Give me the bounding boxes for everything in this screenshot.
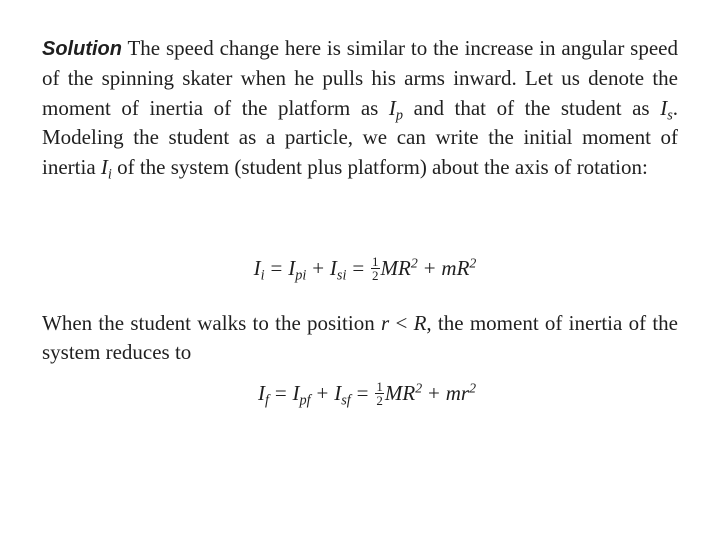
initial-inertia-letter: I	[100, 154, 108, 179]
eq1-term-platform	[288, 256, 307, 284]
final-inertia-equation	[0, 378, 720, 409]
eq2-term-student-letter: I	[334, 381, 342, 405]
eq2-half-fraction	[375, 380, 384, 408]
eq1-fraction-numerator: 1	[372, 253, 379, 269]
eq2-term-particle	[446, 381, 476, 405]
walk-text-2: , the moment of inertia of the system reduces to	[42, 311, 678, 365]
initial-inertia-equation	[0, 253, 720, 284]
eq1-equals: =	[270, 256, 283, 280]
student-inertia-letter: I	[660, 95, 668, 120]
eq1-term-disk-exponent: 2	[410, 255, 418, 271]
solution-text-1: The speed change here is similar to the increase in angular speed of the spinning skater when he pulls his arms inward. Let us denote the moment of inertia of the platform as	[42, 36, 678, 120]
eq2-term-platform-letter: I	[292, 381, 300, 405]
eq1-term-student	[329, 256, 347, 284]
eq1-term-platform-letter: I	[288, 256, 296, 280]
solution-text-2: and that of the student as	[403, 95, 661, 120]
eq2-lhs-letter: I	[257, 381, 265, 405]
eq2-lhs	[257, 381, 269, 409]
eq1-term-particle-exponent: 2	[469, 255, 477, 271]
eq2-term-disk-letters: MR	[384, 381, 416, 405]
eq2-equals-2: =	[356, 381, 369, 405]
eq1-plus-1: +	[312, 256, 325, 280]
eq2-fraction-denominator: 2	[376, 393, 383, 409]
eq1-term-student-subscript: si	[336, 267, 347, 284]
eq2-plus-2: +	[428, 381, 440, 405]
walk-less-than: <	[389, 311, 414, 335]
initial-inertia-symbol	[100, 154, 112, 183]
eq2-plus-1: +	[316, 381, 329, 405]
eq2-term-disk	[385, 381, 422, 405]
eq1-term-student-letter: I	[329, 256, 337, 280]
eq1-equals-2: =	[352, 256, 365, 280]
final-equation-body	[257, 378, 477, 409]
walk-R-symbol: R	[413, 311, 427, 335]
solution-text-4: of the system (student plus platform) about the axis of rotation:	[111, 154, 648, 179]
initial-equation-body	[253, 253, 477, 284]
eq1-term-disk-letters: MR	[380, 256, 411, 280]
platform-inertia-symbol	[388, 95, 404, 124]
eq2-equals: =	[274, 381, 287, 405]
walk-r-symbol: r	[380, 311, 390, 335]
eq1-term-particle	[441, 256, 476, 280]
eq1-lhs-subscript: i	[260, 267, 265, 284]
walk-paragraph	[42, 309, 678, 368]
platform-inertia-letter: I	[388, 95, 396, 120]
eq2-term-particle-letters: mr	[445, 381, 470, 405]
platform-inertia-subscript: p	[395, 107, 404, 124]
eq1-lhs-letter: I	[253, 256, 261, 280]
eq1-term-particle-letters: mR	[441, 256, 470, 280]
solution-label: Solution	[42, 38, 122, 60]
eq1-term-disk	[381, 256, 418, 280]
eq2-term-platform-subscript: pf	[299, 392, 311, 409]
student-inertia-subscript: s	[667, 107, 673, 124]
walk-text-1: When the student walks to the position	[42, 311, 381, 335]
solution-text-3: . Modeling the student as a particle, we can write the initial moment of inertia	[42, 95, 678, 179]
eq2-term-student-subscript: sf	[341, 392, 351, 409]
eq2-lhs-subscript: f	[264, 392, 269, 409]
initial-inertia-subscript: i	[107, 166, 112, 183]
eq2-term-platform	[292, 381, 311, 409]
student-inertia-symbol	[660, 95, 673, 124]
solution-paragraph	[42, 34, 678, 182]
eq2-term-disk-exponent: 2	[415, 380, 423, 396]
eq2-term-particle-exponent: 2	[469, 380, 477, 396]
eq1-half-fraction	[371, 255, 380, 283]
eq2-fraction-numerator: 1	[376, 378, 383, 394]
eq1-fraction-denominator: 2	[372, 268, 379, 284]
eq1-plus-2: +	[423, 256, 436, 280]
eq1-term-platform-subscript: pi	[295, 267, 307, 284]
eq1-lhs	[253, 256, 265, 284]
eq2-term-student	[334, 381, 351, 409]
